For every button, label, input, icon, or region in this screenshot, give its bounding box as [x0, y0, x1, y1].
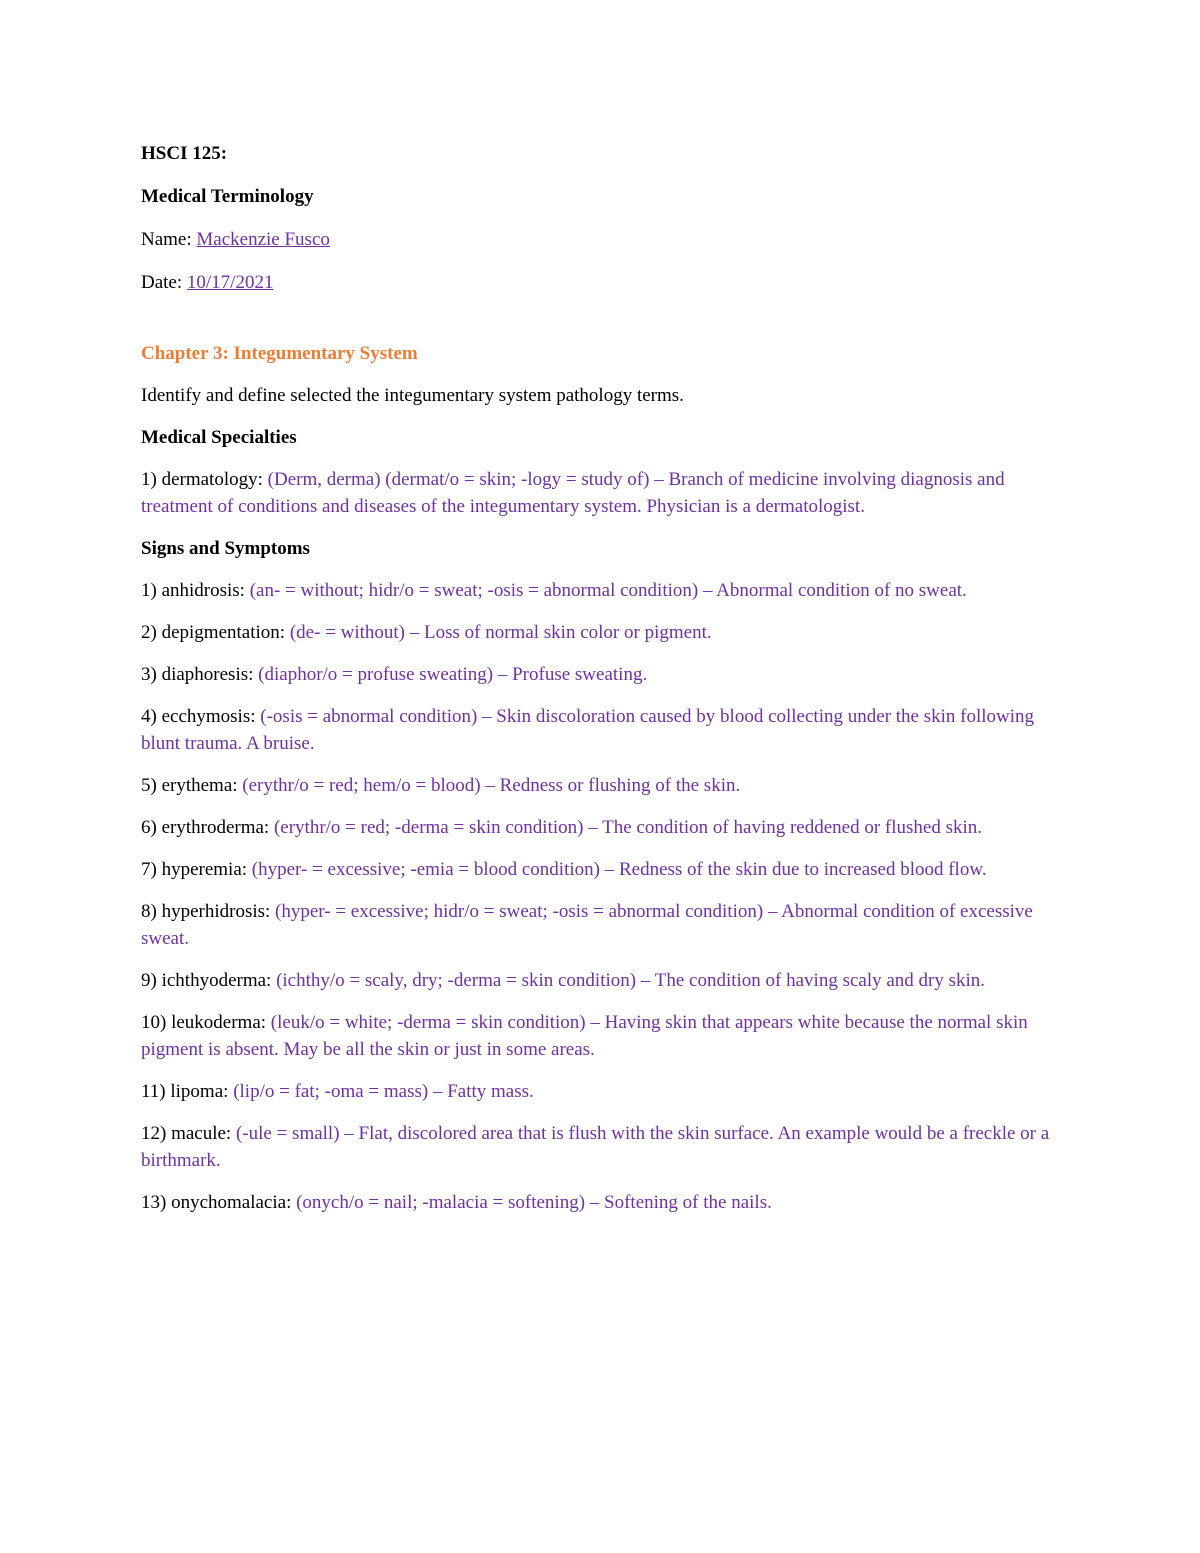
entry-term: dermatology:: [161, 469, 268, 490]
entry-number: 1): [141, 469, 162, 490]
entry-term: anhidrosis:: [161, 580, 250, 601]
term-entry: [141, 1189, 1066, 1216]
date-label: Date:: [141, 272, 187, 293]
entry-number: 13): [141, 1192, 172, 1213]
section-title-specialties: Medical Specialties: [141, 427, 297, 448]
name-label: Name:: [141, 229, 197, 250]
term-entry: [141, 1120, 1066, 1174]
instruction-text: Identify and define selected the integumentary system pathology terms.: [141, 385, 684, 406]
course-subject: Medical Terminology: [141, 186, 314, 207]
term-entry: [141, 856, 1066, 883]
specialties-list: [141, 466, 1066, 520]
entry-term: erythroderma:: [161, 817, 274, 838]
entry-term: ichthyoderma:: [161, 970, 277, 991]
entry-term: macule:: [171, 1123, 236, 1144]
entry-number: 8): [141, 901, 162, 922]
entry-definition: (erythr/o = red; -derma = skin condition) – The condition of having reddened or flushed skin.: [273, 817, 983, 838]
term-entry: [141, 577, 1066, 604]
term-entry: [141, 814, 1066, 841]
term-entry: [141, 1009, 1066, 1063]
entry-definition: (leuk/o = white; -derma = skin condition) – Having skin that appears white because the normal skin pigment is absent. May be all the skin or just in some areas.: [141, 1012, 1028, 1060]
entry-definition: (diaphor/o = profuse sweating) – Profuse sweating.: [258, 664, 648, 685]
entry-term: lipoma:: [170, 1081, 234, 1102]
term-entry: [141, 619, 1066, 646]
entry-number: 10): [141, 1012, 172, 1033]
term-entry: [141, 772, 1066, 799]
entry-number: 7): [141, 859, 162, 880]
entry-definition: (an- = without; hidr/o = sweat; -osis = abnormal condition) – Abnormal condition of no sweat.: [249, 580, 967, 601]
entry-term: onychomalacia:: [171, 1192, 297, 1213]
term-entry: [141, 703, 1066, 757]
name-line: [141, 226, 1066, 253]
entry-definition: (onych/o = nail; -malacia = softening) – Softening of the nails.: [296, 1192, 772, 1213]
entry-number: 12): [141, 1123, 172, 1144]
entry-number: 2): [141, 622, 162, 643]
term-entry: [141, 466, 1066, 520]
entry-term: hyperemia:: [161, 859, 252, 880]
document-body: [141, 140, 1066, 1231]
term-entry: [141, 661, 1066, 688]
entry-definition: (ichthy/o = scaly, dry; -derma = skin condition) – The condition of having scaly and dry skin.: [276, 970, 986, 991]
entry-definition: (de- = without) – Loss of normal skin color or pigment.: [289, 622, 712, 643]
section-title-signs: Signs and Symptoms: [141, 538, 310, 559]
entry-definition: (-ule = small) – Flat, discolored area that is flush with the skin surface. An example would be a freckle or a birthmark.: [141, 1123, 1050, 1171]
entry-number: 1): [141, 580, 162, 601]
entry-term: ecchymosis:: [161, 706, 261, 727]
course-code: HSCI 125:: [141, 143, 228, 164]
entry-term: depigmentation:: [161, 622, 290, 643]
term-entry: [141, 967, 1066, 994]
entry-definition: (hyper- = excessive; hidr/o = sweat; -osis = abnormal condition) – Abnormal condition of excessive sweat.: [141, 901, 1033, 949]
entry-term: hyperhidrosis:: [161, 901, 276, 922]
entry-term: erythema:: [161, 775, 243, 796]
entry-definition: (-osis = abnormal condition) – Skin discoloration caused by blood collecting under the skin following blunt trauma. A bruise.: [141, 706, 1035, 754]
date-value: 10/17/2021: [186, 272, 274, 293]
entry-number: 6): [141, 817, 162, 838]
term-entry: [141, 1078, 1066, 1105]
entry-definition: (Derm, derma) (dermat/o = skin; -logy = study of) – Branch of medicine involving diagnosis and treatment of conditions and diseases of the integumentary system. Physician is a dermatologist.: [141, 469, 1005, 517]
entry-number: 4): [141, 706, 162, 727]
entry-definition: (lip/o = fat; -oma = mass) – Fatty mass.: [233, 1081, 534, 1102]
entry-term: leukoderma:: [171, 1012, 271, 1033]
entry-number: 3): [141, 664, 162, 685]
chapter-title: Chapter 3: Integumentary System: [141, 343, 418, 364]
entry-number: 9): [141, 970, 162, 991]
entry-definition: (erythr/o = red; hem/o = blood) – Redness or flushing of the skin.: [242, 775, 741, 796]
entry-number: 11): [141, 1081, 171, 1102]
entry-number: 5): [141, 775, 162, 796]
date-line: [141, 269, 1066, 296]
term-entry: [141, 898, 1066, 952]
entry-term: diaphoresis:: [161, 664, 259, 685]
name-value: Mackenzie Fusco: [196, 229, 330, 250]
signs-list: [141, 577, 1066, 1216]
entry-definition: (hyper- = excessive; -emia = blood condition) – Redness of the skin due to increased blood flow.: [251, 859, 987, 880]
